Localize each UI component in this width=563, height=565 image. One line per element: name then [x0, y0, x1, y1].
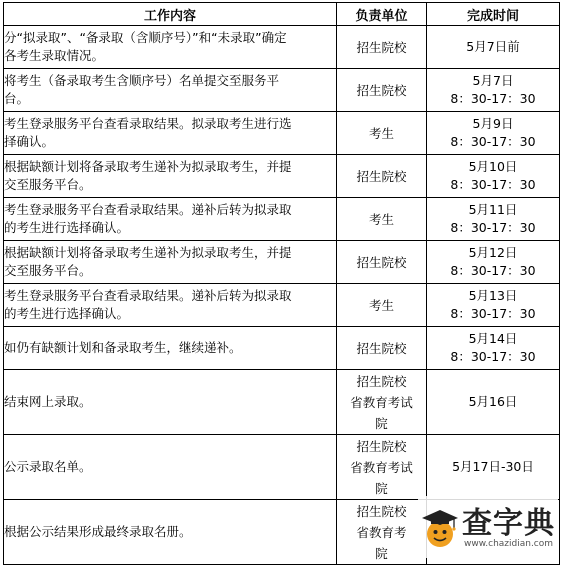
- time-date: 5月13日: [468, 288, 518, 303]
- table-row: [4, 112, 560, 155]
- unit-cell: [337, 327, 427, 370]
- task-text: 根据缺额计划将备录取考生递补为拟录取考生，并提: [4, 245, 292, 260]
- task-cell: [4, 241, 337, 284]
- unit-cell: [337, 26, 427, 69]
- time-cell: [427, 327, 560, 370]
- task-text: 台。: [4, 91, 30, 106]
- unit-cell: [337, 284, 427, 327]
- unit-text: 考生: [368, 125, 394, 141]
- time-cell: [427, 370, 560, 435]
- unit-text: 考生: [368, 297, 394, 313]
- header-row: [4, 3, 560, 26]
- table-row: [4, 241, 560, 284]
- time-date: 5月10日: [468, 159, 518, 174]
- schedule-table: [3, 2, 560, 565]
- unit-text: 院: [375, 545, 388, 561]
- time-date: 5月9日: [472, 116, 514, 131]
- task-text: 结束网上录取。: [4, 394, 92, 409]
- unit-cell: [337, 69, 427, 112]
- task-text: 考生登录服务平台查看录取结果。递补后转为拟录取: [4, 202, 292, 217]
- task-text: 分“拟录取”、“备录取（含顺序号）”和“未录取”确定: [4, 30, 287, 45]
- task-cell: [4, 327, 337, 370]
- header-unit: 负责单位: [337, 3, 427, 26]
- time-cell: [427, 198, 560, 241]
- unit-text: 招生院校: [356, 168, 407, 184]
- time-cell: [427, 155, 560, 198]
- task-text: 各考生录取情况。: [4, 48, 105, 63]
- unit-text: 招生院校: [356, 82, 407, 98]
- table-row: [4, 284, 560, 327]
- task-cell: [4, 112, 337, 155]
- unit-text: 招生院校: [356, 438, 407, 454]
- time-hours: 8：30-17：30: [450, 263, 536, 278]
- task-text: 将考生（备录取考生含顺序号）名单提交至服务平: [4, 73, 280, 88]
- task-cell: [4, 155, 337, 198]
- watermark-text: 查字典: [462, 506, 555, 541]
- unit-text: 省教育考试: [350, 459, 413, 475]
- task-cell: [4, 69, 337, 112]
- time-hours: 8：30-17：30: [450, 220, 536, 235]
- header-task: 工作内容: [4, 3, 337, 26]
- time-cell: [427, 112, 560, 155]
- time-cell: [427, 26, 560, 69]
- task-text: 择确认。: [4, 134, 55, 149]
- task-cell: [4, 284, 337, 327]
- task-cell: [4, 500, 337, 565]
- unit-cell: [337, 241, 427, 284]
- task-text: 的考生进行选择确认。: [4, 220, 130, 235]
- task-text: 的考生进行选择确认。: [4, 306, 130, 321]
- unit-text: 招生院校: [356, 503, 407, 519]
- table-row: [4, 435, 560, 500]
- unit-cell: [337, 155, 427, 198]
- graduation-cap-icon: [420, 504, 460, 552]
- task-cell: [4, 370, 337, 435]
- time-cell: [427, 241, 560, 284]
- time-hours: 8：30-17：30: [450, 306, 536, 321]
- time-text: 5月7日前: [466, 39, 520, 54]
- unit-text: 招生院校: [356, 340, 407, 356]
- header-time: 完成时间: [427, 3, 560, 26]
- task-cell: [4, 26, 337, 69]
- watermark-url: www.chazidian.com: [464, 539, 554, 549]
- unit-text: 省教育考试: [350, 394, 413, 410]
- time-date: 5月11日: [468, 202, 518, 217]
- time-hours: 8：30-17：30: [450, 91, 536, 106]
- unit-text: 院: [375, 415, 388, 431]
- task-text: 根据公示结果形成最终录取名册。: [4, 524, 192, 539]
- time-date: 5月14日: [468, 331, 518, 346]
- time-hours: 8：30-17：30: [450, 349, 536, 364]
- unit-cell: [337, 370, 427, 435]
- unit-text: 招生院校: [356, 254, 407, 270]
- time-date: 5月16日: [468, 394, 518, 409]
- table-row: [4, 198, 560, 241]
- task-text: 考生登录服务平台查看录取结果。递补后转为拟录取: [4, 288, 292, 303]
- time-cell: [427, 284, 560, 327]
- table-row: [4, 327, 560, 370]
- table-row: [4, 370, 560, 435]
- table-row: [4, 69, 560, 112]
- unit-text: 省教育考: [356, 524, 407, 540]
- task-text: 公示录取名单。: [4, 459, 92, 474]
- table-row: [4, 155, 560, 198]
- time-date: 5月12日: [468, 245, 518, 260]
- unit-text: 招生院校: [356, 39, 407, 55]
- task-text: 根据缺额计划将备录取考生递补为拟录取考生，并提: [4, 159, 292, 174]
- task-text: 考生登录服务平台查看录取结果。拟录取考生进行选: [4, 116, 292, 131]
- unit-cell: [337, 435, 427, 500]
- unit-text: 考生: [368, 211, 394, 227]
- watermark-logo: [418, 496, 558, 558]
- table-row: [4, 26, 560, 69]
- task-text: 交至服务平台。: [4, 263, 92, 278]
- time-date: 5月17日-30日: [452, 459, 534, 474]
- task-text: 如仍有缺额计划和备录取考生，继续递补。: [4, 340, 242, 355]
- unit-cell: [337, 198, 427, 241]
- unit-cell: [337, 112, 427, 155]
- time-cell: [427, 435, 560, 500]
- unit-cell: [337, 500, 427, 565]
- unit-text: 院: [375, 480, 388, 496]
- time-hours: 8：30-17：30: [450, 177, 536, 192]
- task-text: 交至服务平台。: [4, 177, 92, 192]
- task-cell: [4, 198, 337, 241]
- time-hours: 8：30-17：30: [450, 134, 536, 149]
- task-cell: [4, 435, 337, 500]
- unit-text: 招生院校: [356, 373, 407, 389]
- time-date: 5月7日: [472, 73, 514, 88]
- time-cell: [427, 69, 560, 112]
